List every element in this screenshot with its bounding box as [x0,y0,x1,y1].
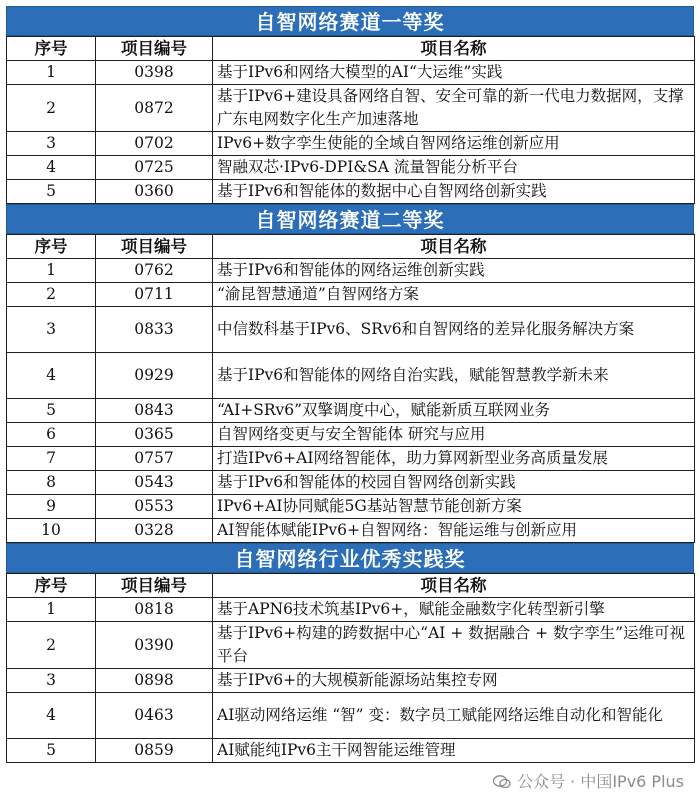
award-section [6,6,694,204]
wechat-icon [493,775,511,789]
header-code: 项目编号 [96,37,213,61]
table-header-row [7,235,695,259]
row-name: “渝昆智慧通道”自智网络方案 [213,283,695,307]
row-name: 基于IPv6和智能体的网络自治实践，赋能智慧教学新未来 [213,353,695,399]
row-name: 打造IPv6+AI网络智能体，助力算网新型业务高质量发展 [213,447,695,471]
row-name: 基于IPv6和智能体的数据中心自智网络创新实践 [213,180,695,204]
row-code: 0360 [96,180,213,204]
row-name: AI赋能纯IPv6主干网智能运维管理 [213,739,695,763]
table-row [7,669,695,693]
table-row [7,519,695,543]
row-name: AI智能体赋能IPv6+自智网络：智能运维与创新应用 [213,519,695,543]
table-row [7,447,695,471]
row-code: 0463 [96,693,213,739]
row-seq: 1 [7,598,96,622]
watermark-text: 公众号 · 中国IPv6 Plus [517,772,684,791]
row-code: 0818 [96,598,213,622]
row-seq: 2 [7,283,96,307]
row-name: AI驱动网络运维 “智” 变：数字员工赋能网络运维自动化和智能化 [213,693,695,739]
row-code: 0398 [96,61,213,85]
row-code: 0833 [96,307,213,353]
row-seq: 3 [7,132,96,156]
row-name: 自智网络变更与安全智能体 研究与应用 [213,423,695,447]
row-seq: 2 [7,85,96,132]
header-seq: 序号 [7,235,96,259]
row-code: 0702 [96,132,213,156]
header-seq: 序号 [7,574,96,598]
header-name: 项目名称 [213,235,695,259]
table-row [7,156,695,180]
section-title: 自智网络行业优秀实践奖 [6,543,694,573]
table-row [7,353,695,399]
table-row [7,307,695,353]
table-row [7,283,695,307]
row-seq: 3 [7,669,96,693]
table-row [7,180,695,204]
row-code: 0553 [96,495,213,519]
row-seq: 3 [7,307,96,353]
table-row [7,598,695,622]
table-row [7,132,695,156]
row-seq: 7 [7,447,96,471]
awards-sheet [6,6,694,763]
row-seq: 4 [7,156,96,180]
table-header-row [7,574,695,598]
row-seq: 9 [7,495,96,519]
header-name: 项目名称 [213,574,695,598]
row-seq: 5 [7,399,96,423]
row-name: 基于IPv6+的大规模新能源场站集控专网 [213,669,695,693]
table-row [7,423,695,447]
watermark [493,769,684,792]
row-seq: 1 [7,259,96,283]
row-code: 0898 [96,669,213,693]
award-section [6,543,694,763]
row-name: “AI+SRv6”双擎调度中心，赋能新质互联网业务 [213,399,695,423]
table-row [7,61,695,85]
row-seq: 5 [7,180,96,204]
table-row [7,259,695,283]
award-table [6,36,695,204]
row-code: 0711 [96,283,213,307]
award-table [6,573,695,763]
table-row [7,85,695,132]
row-name: 基于IPv6和网络大模型的AI“大运维”实践 [213,61,695,85]
row-seq: 4 [7,693,96,739]
row-name: 中信数科基于IPv6、SRv6和自智网络的差异化服务解决方案 [213,307,695,353]
row-code: 0762 [96,259,213,283]
row-code: 0872 [96,85,213,132]
section-title: 自智网络赛道一等奖 [6,6,694,36]
row-name: 基于IPv6+构建的跨数据中心“AI + 数据融合 + 数字孪生”运维可视平台 [213,622,695,669]
row-name: IPv6+AI协同赋能5G基站智慧节能创新方案 [213,495,695,519]
row-code: 0328 [96,519,213,543]
header-code: 项目编号 [96,235,213,259]
row-code: 0859 [96,739,213,763]
row-name: 基于IPv6+建设具备网络自智、安全可靠的新一代电力数据网，支撑广东电网数字化生产加速落地 [213,85,695,132]
row-seq: 4 [7,353,96,399]
row-name: 智融双芯·IPv6-DPI&SA 流量智能分析平台 [213,156,695,180]
row-seq: 8 [7,471,96,495]
award-section [6,204,694,543]
row-seq: 10 [7,519,96,543]
row-seq: 2 [7,622,96,669]
header-code: 项目编号 [96,574,213,598]
row-seq: 1 [7,61,96,85]
row-code: 0929 [96,353,213,399]
row-code: 0725 [96,156,213,180]
row-name: 基于IPv6和智能体的网络运维创新实践 [213,259,695,283]
table-row [7,399,695,423]
row-name: 基于IPv6和智能体的校园自智网络创新实践 [213,471,695,495]
row-code: 0757 [96,447,213,471]
row-name: IPv6+数字孪生使能的全域自智网络运维创新应用 [213,132,695,156]
row-name: 基于APN6技术筑基IPv6+，赋能金融数字化转型新引擎 [213,598,695,622]
table-row [7,471,695,495]
table-row [7,622,695,669]
row-code: 0390 [96,622,213,669]
table-row [7,693,695,739]
row-seq: 6 [7,423,96,447]
table-row [7,495,695,519]
row-code: 0365 [96,423,213,447]
header-name: 项目名称 [213,37,695,61]
table-row [7,739,695,763]
row-seq: 5 [7,739,96,763]
row-code: 0843 [96,399,213,423]
award-table [6,234,695,543]
section-title: 自智网络赛道二等奖 [6,204,694,234]
header-seq: 序号 [7,37,96,61]
row-code: 0543 [96,471,213,495]
table-header-row [7,37,695,61]
